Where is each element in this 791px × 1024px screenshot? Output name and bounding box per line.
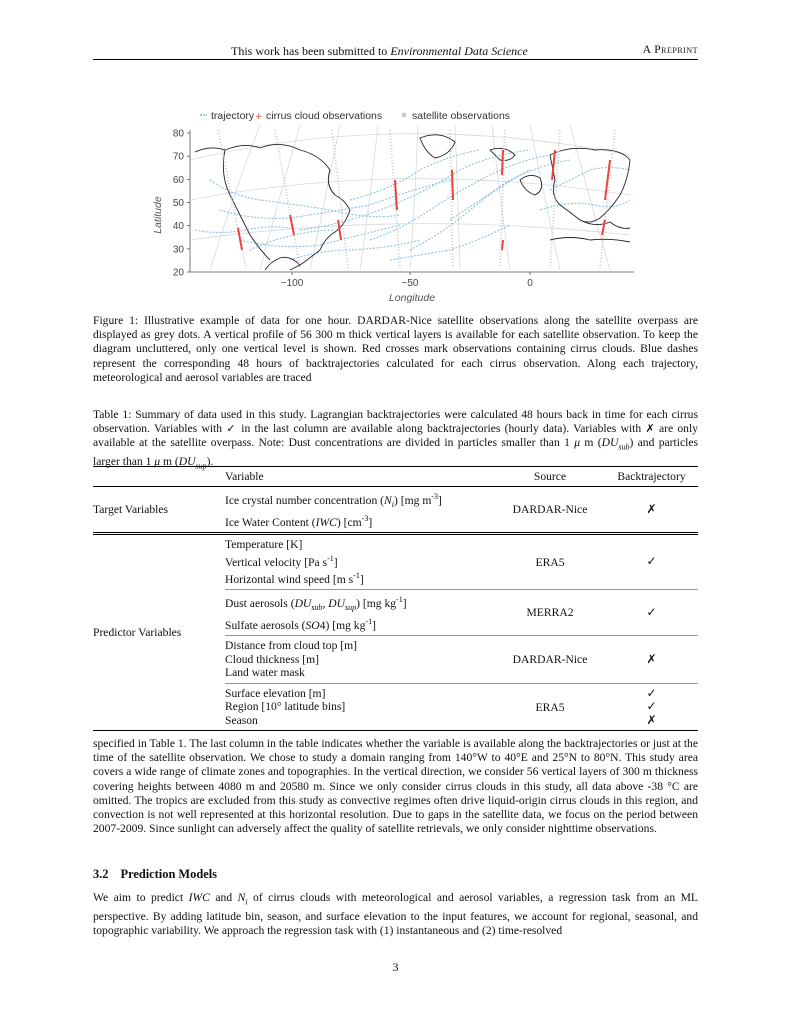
variable-name: Surface elevation [m]: [225, 686, 326, 700]
cell-variables: [225, 534, 495, 590]
x-tick-label: −50: [401, 278, 419, 289]
cell-variables: [225, 683, 495, 731]
legend-trajectory-label: trajectory: [211, 110, 255, 122]
availability-mark: ✗: [646, 712, 657, 727]
y-tick-label: 50: [172, 198, 184, 209]
availability-mark: ✓: [646, 699, 657, 714]
cell-source: ERA5: [495, 683, 605, 731]
variable-name: Horizontal wind speed [m $s^{-1}$]: [225, 570, 364, 586]
y-tick-label: 80: [172, 128, 184, 140]
variable-name: Sulfate aerosols (SO4) [mg $kg^{-1}$]: [225, 616, 376, 632]
group-target-variables: Target Variables: [93, 487, 225, 534]
journal-name: Environmental Data Science: [390, 44, 528, 58]
cell-variables: [225, 636, 495, 684]
variable-name: Cloud thickness [m]: [225, 652, 320, 666]
running-header: [93, 44, 698, 60]
data-table: [93, 466, 698, 731]
plot-area: [152, 125, 634, 304]
coastlines: [195, 135, 630, 270]
cell-source: DARDAR-Nice: [495, 487, 605, 534]
y-tick-label: 20: [172, 267, 184, 279]
body-paragraph: specified in Table 1. The last column in the table indicates whether the variable is available along the backtrajectories or just at the time of the satellite observation. We chose to study a domain ranging from 140°W to 40°E and 25°N to 80°N. This study area covers a wide range of climate zones and topographies. In the vertical direction, we consider 56 vertical layers of 300 m thickness covering heights between 4080 m and 20580 m. Since we only consider cirrus clouds in this study, all data above -38 °C are omitted. The tropics are excluded from this study as convective regimes often drive liquid-origin cirrus clouds in this region, and convection is not well represented at this horizontal resolution. Due to gaps in the satellite data, we focus on the period between 2007-2009. Since sunlight can adversely affect the quality of satellite retrievals, we only consider nighttime observations.: [93, 737, 698, 836]
trajectory-map: [150, 100, 650, 310]
variable-name: Season: [225, 713, 258, 727]
legend-cirrus-label: cirrus cloud observations: [266, 110, 383, 122]
y-tick-label: 70: [172, 151, 184, 163]
north-africa-coast: [550, 238, 630, 243]
cell-backtrajectory: [605, 683, 698, 731]
cell-source: ERA5: [535, 555, 565, 569]
header-source: Source: [495, 467, 605, 487]
variable-name: Temperature [K]: [225, 538, 303, 552]
backtrajectories: [195, 150, 630, 260]
header-backtrajectory: Backtrajectory: [605, 467, 698, 487]
cell-backtrajectory: [605, 534, 698, 590]
legend: [200, 110, 510, 122]
variable-name: Dust aerosols ($DU_{sub}$, $DU_{sup}$) [mg $kg^{-1}$]: [225, 595, 407, 613]
section-heading: [93, 867, 217, 882]
cell-backtrajectory: [605, 590, 698, 636]
x-axis-ticks: [281, 272, 533, 289]
variable-name: Ice Water Content (IWC) $[cm^{-3}]$: [225, 513, 373, 529]
variable-name: Ice crystal number concentration $(N_i)$ [mg $m^{-3}$]: [225, 492, 442, 510]
y-axis-ticks: [173, 129, 190, 279]
variable-name: Distance from cloud top [m]: [225, 639, 358, 653]
variable-name: Land water mask: [225, 666, 305, 680]
header-variable: Variable: [225, 467, 495, 487]
legend-cirrus-swatch: +: [255, 112, 263, 122]
page-number: 3: [392, 960, 399, 974]
axes: [190, 130, 634, 272]
variable-name: Vertical velocity [Pa $s^{-1}$]: [225, 553, 338, 569]
uk-coast: [520, 175, 542, 195]
x-tick-label: −100: [280, 278, 304, 289]
section-title: Prediction Models: [120, 867, 217, 881]
availability-mark: ✓: [646, 685, 657, 700]
y-tick-label: 30: [172, 244, 184, 256]
variable-name: Region [10° latitude bins]: [225, 700, 346, 714]
y-tick-label: 60: [172, 174, 184, 186]
cell-variables: [225, 487, 495, 534]
x-tick-label: 0: [527, 278, 533, 289]
figure-caption: Figure 1: Illustrative example of data for one hour. DARDAR-Nice satellite observations along the satellite overpass are displayed as grey dots. A vertical profile of 56 300 m thick vertical layers is available for each satellite observation. To keep the diagram uncluttered, only one vertical level is shown. Red crosses mark observations containing cirrus clouds. Blue dashes represent the corresponding 48 hours of backtrajectories calculated for each cirrus observation. Along each trajectory, meteorological and aerosol variables are traced: [93, 314, 698, 384]
x-axis-label: Longitude: [388, 292, 436, 304]
cell-source: MERRA2: [495, 590, 605, 636]
europe-coast: [550, 148, 630, 222]
y-axis-label: Latitude: [152, 196, 164, 234]
header-title: This work has been submitted to Environmental Data Science: [231, 44, 528, 58]
header-preprint-label: A Preprint: [642, 44, 698, 56]
y-tick-label: 40: [172, 221, 184, 233]
table-row: [93, 534, 698, 590]
section-number: 3.2: [93, 867, 109, 881]
cirrus-observations: [238, 150, 610, 250]
section-paragraph: We aim to predict IWC and $N_i$ of cirrus clouds with meteorological and aerosol variables, a regression task from an ML perspective. By adding latitude bin, season, and surface elevation to the input features, we account for regional, seasonal, and topographic variability. We approach the regression task with (1) instantaneous and (2) time-resolved: [93, 891, 698, 937]
figure-1: [150, 100, 650, 310]
table-caption: Table 1: Summary of data used in this study. Lagrangian backtrajectories were calculated 48 hours back in time for each cirrus observation. Variables with ✓ in the last column are available along backtrajectories (hourly data). Variables with ✗ are only available at the satellite overpass. Note: Dust concentrations are divided in particles smaller than 1 μ m $(DU_{sub})$ and particles larger than 1 μ m $(DU_{sup})$.: [93, 408, 699, 471]
header-rule: [93, 59, 698, 60]
north-america-coast: [195, 144, 350, 270]
cell-variables: [225, 590, 495, 636]
legend-satellite-swatch: [402, 113, 407, 118]
cell-backtrajectory: [605, 487, 698, 534]
availability-mark: ✓: [646, 554, 657, 569]
table-header-row: [93, 467, 698, 487]
group-predictor-variables: Predictor Variables: [93, 534, 225, 731]
availability-mark: ✗: [646, 501, 657, 516]
cell-backtrajectory: [605, 636, 698, 684]
availability-mark: ✗: [646, 651, 657, 666]
availability-mark: ✓: [646, 605, 657, 620]
cell-source: DARDAR-Nice: [495, 636, 605, 684]
legend-satellite-label: satellite observations: [412, 110, 511, 122]
table-row: [93, 487, 698, 534]
